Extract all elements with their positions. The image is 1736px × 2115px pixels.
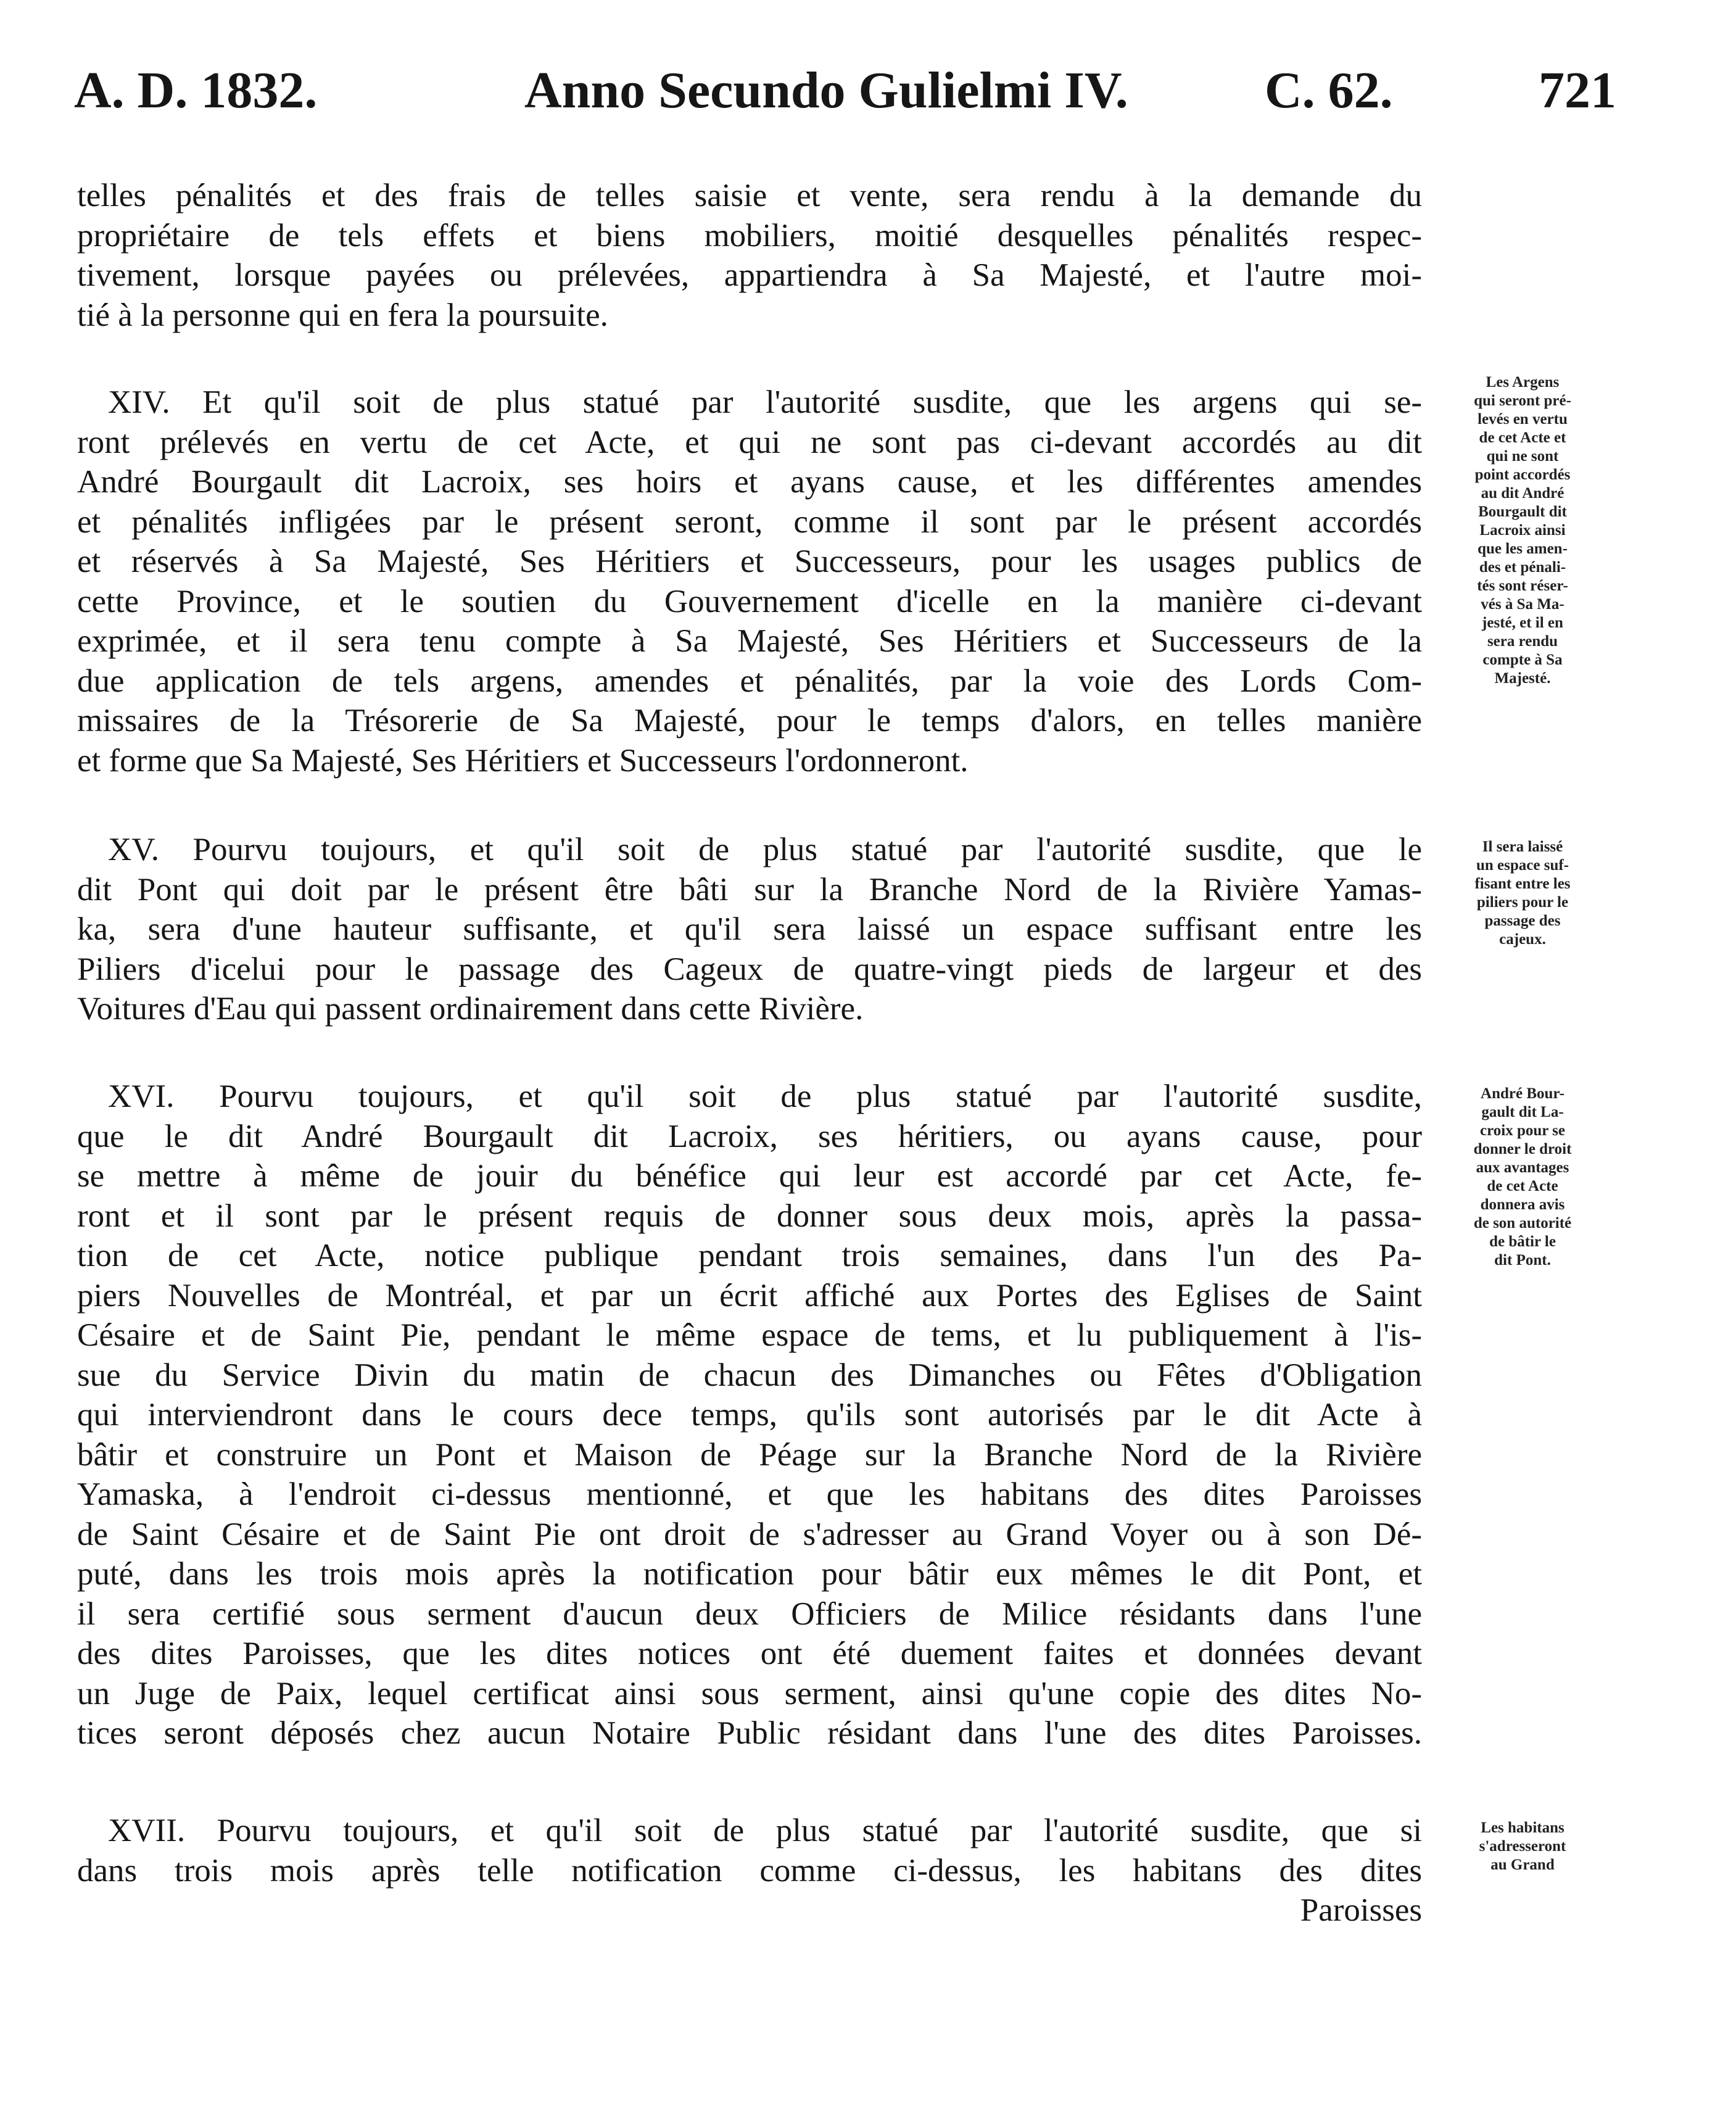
note-line: compte à Sa xyxy=(1482,652,1563,668)
margin-note-xv xyxy=(1430,838,1615,949)
note-line: jesté, et il en xyxy=(1482,615,1563,631)
note-line: au dit André xyxy=(1481,485,1564,502)
margin-note-xvii xyxy=(1430,1819,1615,1874)
text-line: tion de cet Acte, notice publique pendant trois semaines, dans l'un des Pa- xyxy=(77,1238,1422,1273)
text-line: telles pénalités et des frais de telles saisie et vente, sera rendu à la demande du xyxy=(77,178,1422,213)
page-number: 721 xyxy=(1539,62,1616,119)
text-line: Césaire et de Saint Pie, pendant le même espace de tems, et lu publiquement à l'is- xyxy=(77,1317,1422,1353)
text-line: tices seront déposés chez aucun Notaire Public résidant dans l'une des dites Paroisses. xyxy=(77,1715,1422,1751)
note-line: de bâtir le xyxy=(1489,1233,1556,1250)
text-line: XV. Pourvu toujours, et qu'il soit de plus statué par l'autorité susdite, que le xyxy=(108,832,1422,867)
text-line: il sera certifié sous serment d'aucun deux Officiers de Milice résidants dans l'une xyxy=(77,1596,1422,1632)
catchword: Paroisses xyxy=(1300,1892,1422,1928)
text-line: ront prélevés en vertu de cet Acte, et qui ne sont pas ci-devant accordés au dit xyxy=(77,424,1422,460)
text-line: cette Province, et le soutien du Gouvernement d'icelle en la manière ci-devant xyxy=(77,583,1422,619)
note-line: un espace suf- xyxy=(1476,857,1569,874)
note-line: point accordés xyxy=(1474,466,1571,483)
note-line: qui seront pré- xyxy=(1474,392,1571,409)
text-line: bâtir et construire un Pont et Maison de Péage sur la Branche Nord de la Rivière xyxy=(77,1436,1422,1473)
text-line: piers Nouvelles de Montréal, et par un écrit affiché aux Portes des Eglises de Saint xyxy=(77,1277,1422,1314)
header-chapter: C. 62. xyxy=(1265,62,1393,119)
header-year: A. D. 1832. xyxy=(74,62,318,119)
note-line: croix pour se xyxy=(1480,1122,1565,1139)
text-line: propriétaire de tels effets et biens mobiliers, moitié desquelles pénalités respec- xyxy=(77,217,1422,254)
note-line: de cet Acte xyxy=(1487,1178,1558,1194)
text-line: se mettre à même de jouir du bénéfice qui leur est accordé par cet Acte, fe- xyxy=(77,1158,1422,1194)
text-line: que le dit André Bourgault dit Lacroix, ses héritiers, ou ayans cause, pour xyxy=(77,1118,1422,1154)
text-line: et pénalités infligées par le présent seront, comme il sont par le présent accordés xyxy=(77,503,1422,540)
note-line: levés en vertu xyxy=(1478,411,1568,428)
running-header xyxy=(74,57,1616,125)
note-line: de son autorité xyxy=(1473,1215,1572,1231)
section-xvi xyxy=(77,1077,1422,1753)
text-line: dans trois mois après telle notification comme ci-dessus, les habitans des dites xyxy=(77,1852,1422,1889)
text-line: Piliers d'icelui pour le passage des Cageux de quatre-vingt pieds de largeur et des xyxy=(77,951,1422,987)
note-line: gault dit La- xyxy=(1481,1104,1564,1120)
note-line: Lacroix ainsi xyxy=(1479,522,1566,539)
text-line: ront et il sont par le présent requis de donner sous deux mois, après la passa- xyxy=(77,1198,1422,1234)
note-line: vés à Sa Ma- xyxy=(1481,596,1564,613)
note-line: au Grand xyxy=(1490,1856,1555,1873)
text-line: XVI. Pourvu toujours, et qu'il soit de plus statué par l'autorité susdite, xyxy=(108,1078,1422,1114)
note-line: sera rendu xyxy=(1487,633,1558,650)
text-line: qui interviendront dans le cours dece temps, qu'ils sont autorisés par le dit Acte à xyxy=(77,1397,1422,1433)
note-line: Bourgault dit xyxy=(1478,503,1567,520)
margin-note-xiv xyxy=(1430,373,1615,688)
header-title: Anno Secundo Gulielmi IV. xyxy=(524,62,1128,119)
text-line: et forme que Sa Majesté, Ses Héritiers et Successeurs l'ordonneront. xyxy=(77,742,969,779)
text-line: un Juge de Paix, lequel certificat ainsi sous serment, ainsi qu'une copie des dites No- xyxy=(77,1675,1422,1711)
note-line: Les habitans xyxy=(1481,1819,1564,1836)
section-xv xyxy=(77,830,1422,1029)
note-line: Il sera laissé xyxy=(1482,838,1563,855)
note-line: que les amen- xyxy=(1478,540,1568,557)
text-line: puté, dans les trois mois après la notification pour bâtir eux mêmes le dit Pont, et xyxy=(77,1556,1422,1592)
note-line: Majesté. xyxy=(1494,670,1551,687)
text-line: des dites Paroisses, que les dites notices ont été duement faites et données devant xyxy=(77,1636,1422,1671)
note-line: donnera avis xyxy=(1480,1196,1565,1213)
text-line: ka, sera d'une hauteur suffisante, et qu'il sera laissé un espace suffisant entre les xyxy=(77,911,1422,947)
note-line: de cet Acte et xyxy=(1479,429,1566,446)
text-line: André Bourgault dit Lacroix, ses hoirs et ayans cause, et les différentes amendes xyxy=(77,464,1422,500)
note-line: passage des xyxy=(1484,913,1561,929)
section-xvii xyxy=(77,1811,1422,1931)
note-line: donner le droit xyxy=(1473,1141,1572,1157)
text-line: Yamaska, à l'endroit ci-dessus mentionné, et que les habitans des dites Paroisses xyxy=(77,1476,1422,1512)
note-line: piliers pour le xyxy=(1476,894,1569,911)
text-line: sue du Service Divin du matin de chacun des Dimanches ou Fêtes d'Obligation xyxy=(77,1357,1422,1393)
text-line: Voitures d'Eau qui passent ordinairement dans cette Rivière. xyxy=(77,991,864,1027)
note-line: aux avantages xyxy=(1476,1159,1569,1176)
note-line: André Bour- xyxy=(1481,1085,1564,1102)
note-line: qui ne sont xyxy=(1486,448,1559,465)
note-line: des et pénali- xyxy=(1479,559,1566,576)
text-line: XIV. Et qu'il soit de plus statué par l'autorité susdite, que les argens qui se- xyxy=(108,384,1422,420)
text-line: due application de tels argens, amendes et pénalités, par la voie des Lords Com- xyxy=(77,663,1422,699)
note-line: fisant entre les xyxy=(1474,875,1571,892)
note-line: s'adresseront xyxy=(1479,1838,1566,1855)
margin-note-xvi xyxy=(1430,1085,1615,1270)
note-line: Les Argens xyxy=(1486,374,1560,391)
section-xiv xyxy=(77,383,1422,780)
note-line: tés sont réser- xyxy=(1477,577,1568,594)
text-line: de Saint Césaire et de Saint Pie ont droit de s'adresser au Grand Voyer ou à son Dé- xyxy=(77,1516,1422,1552)
text-line: dit Pont qui doit par le présent être bâti sur la Branche Nord de la Rivière Yamas- xyxy=(77,871,1422,908)
text-line: tivement, lorsque payées ou prélevées, appartiendra à Sa Majesté, et l'autre moi- xyxy=(77,257,1422,293)
text-line: missaires de la Trésorerie de Sa Majesté, pour le temps d'alors, en telles manière xyxy=(77,703,1422,739)
text-line: XVII. Pourvu toujours, et qu'il soit de plus statué par l'autorité susdite, que si xyxy=(108,1813,1422,1848)
text-line: et réservés à Sa Majesté, Ses Héritiers et Successeurs, pour les usages publics de xyxy=(77,544,1422,579)
note-line: dit Pont. xyxy=(1494,1252,1551,1269)
paragraph-continuation xyxy=(77,176,1422,335)
text-line: tié à la personne qui en fera la poursuite. xyxy=(77,297,608,333)
note-line: cajeux. xyxy=(1499,931,1546,948)
text-line: exprimée, et il sera tenu compte à Sa Majesté, Ses Héritiers et Successeurs de la xyxy=(77,623,1422,659)
